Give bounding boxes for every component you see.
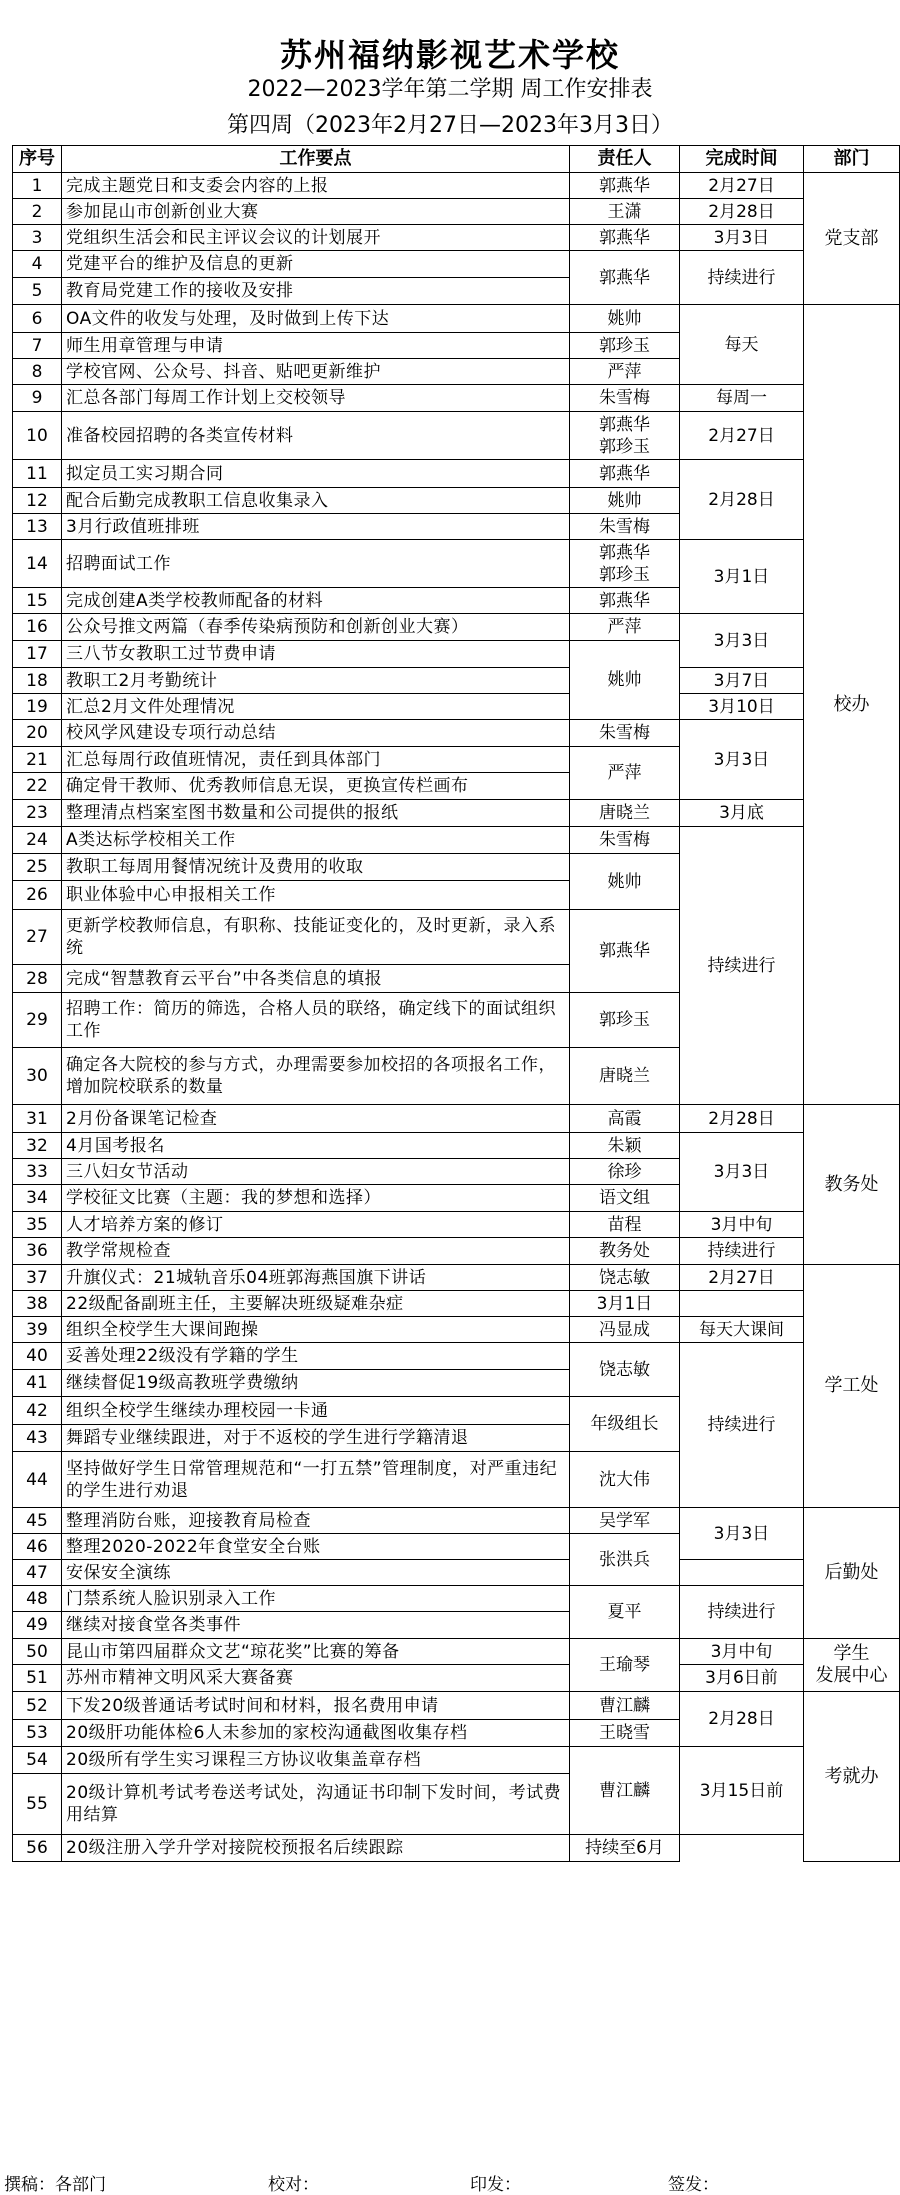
row-number: 15 [13, 588, 62, 614]
time-cell: 3月3日 [680, 720, 804, 800]
person-cell: 姚帅 [570, 488, 680, 514]
footer-print: 印发： [470, 2175, 521, 2195]
table-row [13, 305, 900, 333]
time-cell: 3月1日 [570, 1291, 680, 1317]
row-number: 29 [13, 993, 62, 1048]
person-cell: 教务处 [570, 1238, 680, 1265]
row-number: 8 [13, 359, 62, 385]
table-row [13, 1692, 900, 1720]
row-number: 28 [13, 965, 62, 993]
task-cell: 下发20级普通话考试时间和材料，报名费用申请 [62, 1692, 570, 1720]
table-row [13, 1747, 900, 1774]
time-cell: 持续至6月 [570, 1835, 680, 1862]
task-cell: 汇总2月文件处理情况 [62, 694, 570, 720]
person-cell: 郭珍玉 [570, 993, 680, 1048]
task-cell: 师生用章管理与申请 [62, 333, 570, 359]
time-cell: 3月中旬 [680, 1639, 804, 1665]
time-cell: 2月28日 [680, 1105, 804, 1133]
time-cell: 每天 [680, 305, 804, 385]
row-number: 19 [13, 694, 62, 720]
row-number: 18 [13, 668, 62, 694]
table-row [13, 199, 900, 225]
row-number: 51 [13, 1665, 62, 1692]
task-cell: 确定骨干教师、优秀教师信息无误，更换宣传栏画布 [62, 773, 570, 800]
table-row [13, 1105, 900, 1133]
task-cell: 3月行政值班排班 [62, 514, 570, 540]
row-number: 27 [13, 910, 62, 965]
row-number: 34 [13, 1185, 62, 1212]
task-cell: 苏州市精神文明风采大赛备赛 [62, 1665, 570, 1692]
task-cell: 门禁系统人脸识别录入工作 [62, 1586, 570, 1612]
task-cell: 招聘工作：简历的筛选，合格人员的联络，确定线下的面试组织工作 [62, 993, 570, 1048]
task-cell: 20级所有学生实习课程三方协议收集盖章存档 [62, 1747, 570, 1774]
table-row [13, 1508, 900, 1534]
row-number: 26 [13, 881, 62, 910]
task-cell: 学校官网、公众号、抖音、贴吧更新维护 [62, 359, 570, 385]
row-number: 45 [13, 1508, 62, 1534]
table-row [13, 1343, 900, 1370]
table-row [13, 1665, 900, 1692]
table-row [13, 1133, 900, 1159]
person-cell: 夏平 [570, 1586, 680, 1639]
person-cell: 严萍 [570, 614, 680, 641]
row-number: 20 [13, 720, 62, 747]
person-cell: 严萍 [570, 747, 680, 800]
table-row [13, 1835, 900, 1862]
row-number: 54 [13, 1747, 62, 1774]
footer-sign: 签发： [668, 2175, 719, 2195]
task-cell: 教学常规检查 [62, 1238, 570, 1265]
person-cell: 张洪兵 [570, 1534, 680, 1586]
row-number: 30 [13, 1048, 62, 1105]
person-cell: 郭燕华 [570, 251, 680, 305]
task-cell: 学校征文比赛（主题：我的梦想和选择） [62, 1185, 570, 1212]
person-cell: 冯显成 [570, 1317, 680, 1343]
person-cell: 语文组 [570, 1185, 680, 1212]
person-cell: 饶志敏 [570, 1343, 680, 1397]
table-row [13, 251, 900, 278]
schedule-table [12, 145, 900, 1862]
person-cell: 饶志敏 [570, 1265, 680, 1291]
document-title: 苏州福纳影视艺术学校 [279, 36, 620, 74]
time-cell: 2月28日 [680, 1692, 804, 1747]
row-number: 43 [13, 1425, 62, 1452]
person-cell: 严萍 [570, 359, 680, 385]
task-cell: 安保安全演练 [62, 1560, 570, 1586]
time-cell: 2月28日 [680, 460, 804, 540]
task-cell: 三八妇女节活动 [62, 1159, 570, 1185]
table-header-row [13, 146, 900, 173]
footer-draft: 撰稿：各部门 [4, 2175, 106, 2195]
row-number: 9 [13, 385, 62, 412]
row-number: 4 [13, 251, 62, 278]
task-cell: 更新学校教师信息，有职称、技能证变化的，及时更新，录入系统 [62, 910, 570, 965]
week-range: 第四周（2023年2月27日—2023年3月3日） [227, 113, 673, 138]
row-number: 46 [13, 1534, 62, 1560]
task-cell: 完成主题党日和支委会内容的上报 [62, 173, 570, 199]
time-cell: 3月7日 [680, 668, 804, 694]
row-number: 5 [13, 278, 62, 305]
row-number: 39 [13, 1317, 62, 1343]
task-cell: 公众号推文两篇（春季传染病预防和创新创业大赛） [62, 614, 570, 641]
time-cell: 持续进行 [680, 251, 804, 305]
person-cell: 朱雪梅 [570, 385, 680, 412]
person-cell: 朱颖 [570, 1133, 680, 1159]
task-cell: 整理2020-2022年食堂安全台账 [62, 1534, 570, 1560]
person-cell: 郭燕华 [570, 173, 680, 199]
task-cell: 继续督促19级高教班学费缴纳 [62, 1370, 570, 1397]
task-cell: OA文件的收发与处理，及时做到上传下达 [62, 305, 570, 333]
person-cell: 徐珍 [570, 1159, 680, 1185]
table-row [13, 412, 900, 460]
row-number: 13 [13, 514, 62, 540]
person-cell: 姚帅 [570, 854, 680, 910]
task-cell: 三八节女教职工过节费申请 [62, 641, 570, 668]
table-row [13, 694, 900, 720]
person-cell: 王瑜琴 [570, 1639, 680, 1692]
table-row [13, 800, 900, 827]
person-cell: 年级组长 [570, 1397, 680, 1452]
table-row [13, 385, 900, 412]
person-cell: 姚帅 [570, 641, 680, 720]
person-cell: 唐晓兰 [570, 800, 680, 827]
task-cell: 升旗仪式：21城轨音乐04班郭海燕国旗下讲话 [62, 1265, 570, 1291]
task-cell: 妥善处理22级没有学籍的学生 [62, 1343, 570, 1370]
time-cell: 持续进行 [680, 1343, 804, 1508]
row-number: 41 [13, 1370, 62, 1397]
row-number: 38 [13, 1291, 62, 1317]
row-number: 7 [13, 333, 62, 359]
task-cell: 组织全校学生继续办理校园一卡通 [62, 1397, 570, 1425]
dept-cell: 党支部 [804, 173, 900, 305]
task-cell: 舞蹈专业继续跟进，对于不返校的学生进行学籍清退 [62, 1425, 570, 1452]
row-number: 25 [13, 854, 62, 881]
row-number: 14 [13, 540, 62, 588]
table-row [13, 1291, 900, 1317]
task-cell: 20级肝功能体检6人未参加的家校沟通截图收集存档 [62, 1720, 570, 1747]
time-cell: 2月27日 [680, 412, 804, 460]
time-cell: 3月底 [680, 800, 804, 827]
dept-cell: 学生 发展中心 [804, 1639, 900, 1692]
time-cell: 2月27日 [680, 1265, 804, 1291]
task-cell: 确定各大院校的参与方式，办理需要参加校招的各项报名工作，增加院校联系的数量 [62, 1048, 570, 1105]
table-row [13, 225, 900, 251]
table-row [13, 1212, 900, 1238]
person-cell: 郭燕华 郭珍玉 [570, 540, 680, 588]
table-row [13, 1586, 900, 1612]
task-cell: 组织全校学生大课间跑操 [62, 1317, 570, 1343]
table-row [13, 1265, 900, 1291]
task-cell: 校风学风建设专项行动总结 [62, 720, 570, 747]
task-cell: 配合后勤完成教职工信息收集录入 [62, 488, 570, 514]
time-cell: 每周一 [680, 385, 804, 412]
table-row [13, 1238, 900, 1265]
task-cell: 党组织生活会和民主评议会议的计划展开 [62, 225, 570, 251]
person-cell: 郭燕华 [570, 460, 680, 488]
person-cell: 曹江麟 [570, 1747, 680, 1835]
task-cell: 教育局党建工作的接收及安排 [62, 278, 570, 305]
row-number: 17 [13, 641, 62, 668]
row-number: 50 [13, 1639, 62, 1665]
col-header-dept: 部门 [804, 146, 900, 173]
person-cell: 郭燕华 [570, 225, 680, 251]
time-cell: 3月3日 [680, 1133, 804, 1212]
dept-cell: 校办 [804, 305, 900, 1105]
table-row [13, 1639, 900, 1665]
row-number: 33 [13, 1159, 62, 1185]
time-cell: 持续进行 [680, 1238, 804, 1265]
time-cell: 3月6日前 [680, 1665, 804, 1692]
person-cell: 沈大伟 [570, 1452, 680, 1508]
row-number: 37 [13, 1265, 62, 1291]
dept-cell: 学工处 [804, 1265, 900, 1508]
row-number: 48 [13, 1586, 62, 1612]
person-cell: 吴学军 [570, 1508, 680, 1534]
person-cell: 朱雪梅 [570, 720, 680, 747]
row-number: 24 [13, 827, 62, 854]
col-header-task: 工作要点 [62, 146, 570, 173]
time-cell: 持续进行 [680, 827, 804, 1105]
task-cell: 教职工2月考勤统计 [62, 668, 570, 694]
person-cell: 郭燕华 [570, 910, 680, 993]
task-cell: 完成创建A类学校教师配备的材料 [62, 588, 570, 614]
task-cell: 参加昆山市创新创业大赛 [62, 199, 570, 225]
person-cell: 郭燕华 郭珍玉 [570, 412, 680, 460]
task-cell: 坚持做好学生日常管理规范和“一打五禁”管理制度，对严重违纪的学生进行劝退 [62, 1452, 570, 1508]
row-number: 56 [13, 1835, 62, 1862]
row-number: 31 [13, 1105, 62, 1133]
person-cell: 王晓雪 [570, 1720, 680, 1747]
task-cell: 22级配备副班主任，主要解决班级疑难杂症 [62, 1291, 570, 1317]
row-number: 42 [13, 1397, 62, 1425]
person-cell: 高霞 [570, 1105, 680, 1133]
row-number: 6 [13, 305, 62, 333]
dept-cell: 考就办 [804, 1692, 900, 1862]
time-cell: 持续进行 [680, 1586, 804, 1639]
time-cell: 3月中旬 [680, 1212, 804, 1238]
task-cell: 整理消防台账，迎接教育局检查 [62, 1508, 570, 1534]
row-number: 16 [13, 614, 62, 641]
row-number: 36 [13, 1238, 62, 1265]
person-cell: 姚帅 [570, 305, 680, 333]
task-cell: 4月国考报名 [62, 1133, 570, 1159]
time-cell: 3月15日前 [680, 1747, 804, 1835]
row-number: 12 [13, 488, 62, 514]
row-number: 52 [13, 1692, 62, 1720]
row-number: 1 [13, 173, 62, 199]
person-cell: 苗程 [570, 1212, 680, 1238]
task-cell: 招聘面试工作 [62, 540, 570, 588]
row-number: 53 [13, 1720, 62, 1747]
task-cell: 20级计算机考试考卷送考试处，沟通证书印制下发时间，考试费用结算 [62, 1774, 570, 1835]
row-number: 55 [13, 1774, 62, 1835]
row-number: 22 [13, 773, 62, 800]
row-number: 44 [13, 1452, 62, 1508]
person-cell: 朱雪梅 [570, 827, 680, 854]
table-row [13, 614, 900, 641]
row-number: 3 [13, 225, 62, 251]
footer-proof: 校对： [268, 2175, 319, 2195]
person-cell: 郭珍玉 [570, 333, 680, 359]
task-cell: 2月份备课笔记检查 [62, 1105, 570, 1133]
table-row [13, 720, 900, 747]
time-cell: 3月3日 [680, 614, 804, 668]
time-cell: 3月10日 [680, 694, 804, 720]
time-cell: 3月3日 [680, 225, 804, 251]
task-cell: 拟定员工实习期合同 [62, 460, 570, 488]
document-subtitle: 2022—2023学年第二学期 周工作安排表 [247, 77, 653, 102]
row-number: 21 [13, 747, 62, 773]
person-cell: 郭燕华 [570, 588, 680, 614]
person-cell: 曹江麟 [570, 1692, 680, 1720]
time-cell: 每天大课间 [680, 1317, 804, 1343]
col-header-person: 责任人 [570, 146, 680, 173]
table-row [13, 1560, 900, 1586]
row-number: 2 [13, 199, 62, 225]
task-cell: 职业体验中心申报相关工作 [62, 881, 570, 910]
col-header-no: 序号 [13, 146, 62, 173]
table-row [13, 460, 900, 488]
row-number: 40 [13, 1343, 62, 1370]
task-cell: 继续对接食堂各类事件 [62, 1612, 570, 1639]
person-cell: 唐晓兰 [570, 1048, 680, 1105]
table-row [13, 1317, 900, 1343]
document-header [0, 0, 900, 145]
person-cell: 朱雪梅 [570, 514, 680, 540]
table-row [13, 540, 900, 588]
table-row [13, 173, 900, 199]
time-cell: 2月28日 [680, 199, 804, 225]
dept-cell: 后勤处 [804, 1508, 900, 1639]
row-number: 49 [13, 1612, 62, 1639]
task-cell: 教职工每周用餐情况统计及费用的收取 [62, 854, 570, 881]
task-cell: 党建平台的维护及信息的更新 [62, 251, 570, 278]
time-cell: 2月27日 [680, 173, 804, 199]
person-cell: 王潇 [570, 199, 680, 225]
row-number: 47 [13, 1560, 62, 1586]
task-cell: 汇总各部门每周工作计划上交校领导 [62, 385, 570, 412]
time-cell: 3月3日 [680, 1508, 804, 1560]
table-row [13, 668, 900, 694]
row-number: 32 [13, 1133, 62, 1159]
col-header-time: 完成时间 [680, 146, 804, 173]
footer-signoff [0, 2169, 900, 2194]
task-cell: 准备校园招聘的各类宣传材料 [62, 412, 570, 460]
table-row [13, 827, 900, 854]
task-cell: A类达标学校相关工作 [62, 827, 570, 854]
task-cell: 汇总每周行政值班情况，责任到具体部门 [62, 747, 570, 773]
row-number: 11 [13, 460, 62, 488]
schedule-body [13, 173, 900, 1862]
task-cell: 整理清点档案室图书数量和公司提供的报纸 [62, 800, 570, 827]
time-cell: 3月1日 [680, 540, 804, 614]
task-cell: 20级注册入学升学对接院校预报名后续跟踪 [62, 1835, 570, 1862]
dept-cell: 教务处 [804, 1105, 900, 1265]
row-number: 35 [13, 1212, 62, 1238]
task-cell: 昆山市第四届群众文艺“琼花奖”比赛的筹备 [62, 1639, 570, 1665]
task-cell: 完成“智慧教育云平台”中各类信息的填报 [62, 965, 570, 993]
row-number: 10 [13, 412, 62, 460]
task-cell: 人才培养方案的修订 [62, 1212, 570, 1238]
row-number: 23 [13, 800, 62, 827]
